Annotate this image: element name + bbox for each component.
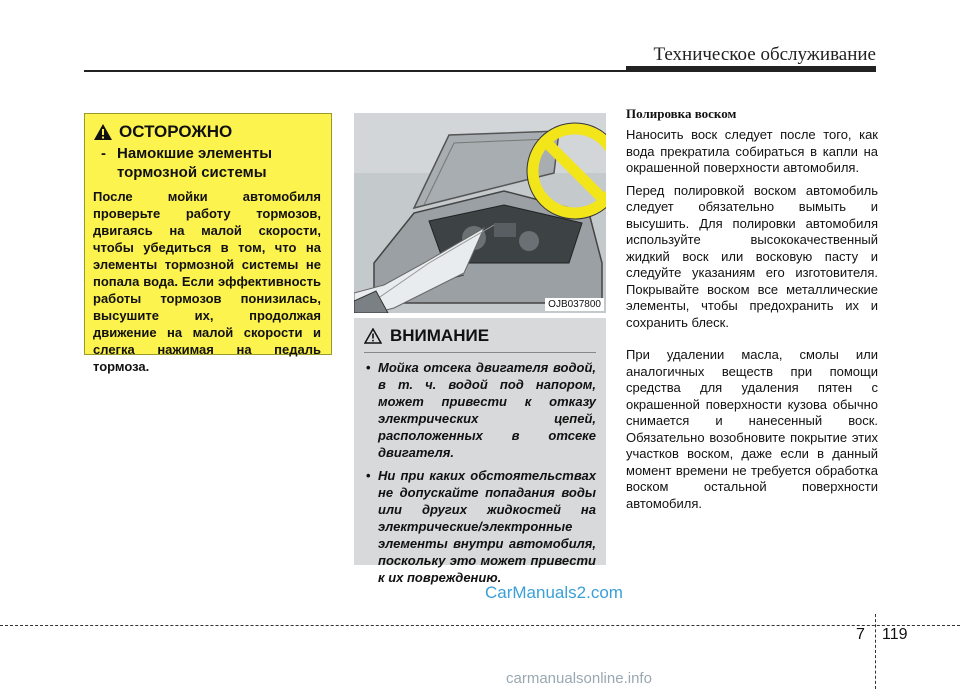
photo-caption: OJB037800 xyxy=(545,298,604,311)
header-rule-accent xyxy=(626,66,876,72)
caution-item xyxy=(364,359,596,461)
warning-subtitle-dash: - xyxy=(101,145,106,162)
polish-section-title: Полировка воском xyxy=(626,106,737,121)
caution-triangle-icon xyxy=(364,328,382,344)
warning-box xyxy=(84,113,332,374)
polish-paragraph: Наносить воск следует после того, как вода прекратила собираться в капли на окрашенной поверхности автомобиля. xyxy=(626,127,878,175)
warning-subtitle-text: Намокшие элементы тормозной системы xyxy=(117,145,273,181)
polish-section xyxy=(626,106,878,518)
caution-bullet: • xyxy=(366,468,371,483)
engine-bay-image xyxy=(354,113,606,313)
warning-header xyxy=(93,122,321,142)
warning-title: ОСТОРОЖНО xyxy=(119,122,233,141)
polish-paragraph: При удалении масла, смолы или аналогичных веществ при помощи средства для удаления пятен с окрашенной поверхности кузова обычно снимается и нанесенный воск. Обязательно возобновите покрытие этих участков воском, даже если в данный момент времени не требуется обработка воском остальной поверхности автомобиля. xyxy=(626,347,878,511)
caution-divider xyxy=(364,352,596,353)
polish-paragraph: Перед полировкой воском автомобиль следует обязательно вымыть и высушить. Для полировки автомобиля используйте высококачественный жидкий воск или восковую пасту и следуйте указаниям его изготовителя. Покрывайте воском все металлические элементы, чтобы предохранить их и сохранить блеск. xyxy=(626,182,878,330)
warning-subtitle xyxy=(101,144,321,182)
caution-title: ВНИМАНИЕ xyxy=(390,326,490,345)
warning-triangle-icon xyxy=(93,123,113,141)
page-number-divider xyxy=(875,614,876,689)
chapter-number: 7 xyxy=(856,626,865,643)
page-number: 119 xyxy=(882,626,908,643)
caution-bullet: • xyxy=(366,360,371,375)
watermark-carmanualsonline[interactable]: carmanualsonline.info xyxy=(506,670,652,687)
caution-item-text: Мойка отсека двигателя водой, в т. ч. водой под напором, может привести к отказу электрических цепей, расположенных в отсеке двигателя. xyxy=(378,360,596,460)
page-header-title: Техническое обслуживание xyxy=(653,44,876,65)
warning-body: После мойки автомобиля проверьте работу тормозов, двигаясь на малой скорости, чтобы убедиться в том, что на элементы тормозной системы не попала вода. Если эффективность работы тормозов понизилась, высушите их, продолжая движение на малой скорости и слегка нажимая на педаль тормоза. xyxy=(93,189,321,374)
caution-box xyxy=(354,318,606,585)
caution-item-text: Ни при каких обстоятельствах не допускайте попадания воды или других жидкостей на электрические/электронные элементы внутри автомобиля, поскольку это может привести к их повреждению. xyxy=(378,468,596,585)
footer-divider xyxy=(0,625,960,626)
caution-header xyxy=(364,326,596,346)
caution-item xyxy=(364,467,596,586)
watermark-carmanuals2[interactable]: CarManuals2.com xyxy=(485,583,623,602)
engine-wash-illustration xyxy=(354,113,606,313)
